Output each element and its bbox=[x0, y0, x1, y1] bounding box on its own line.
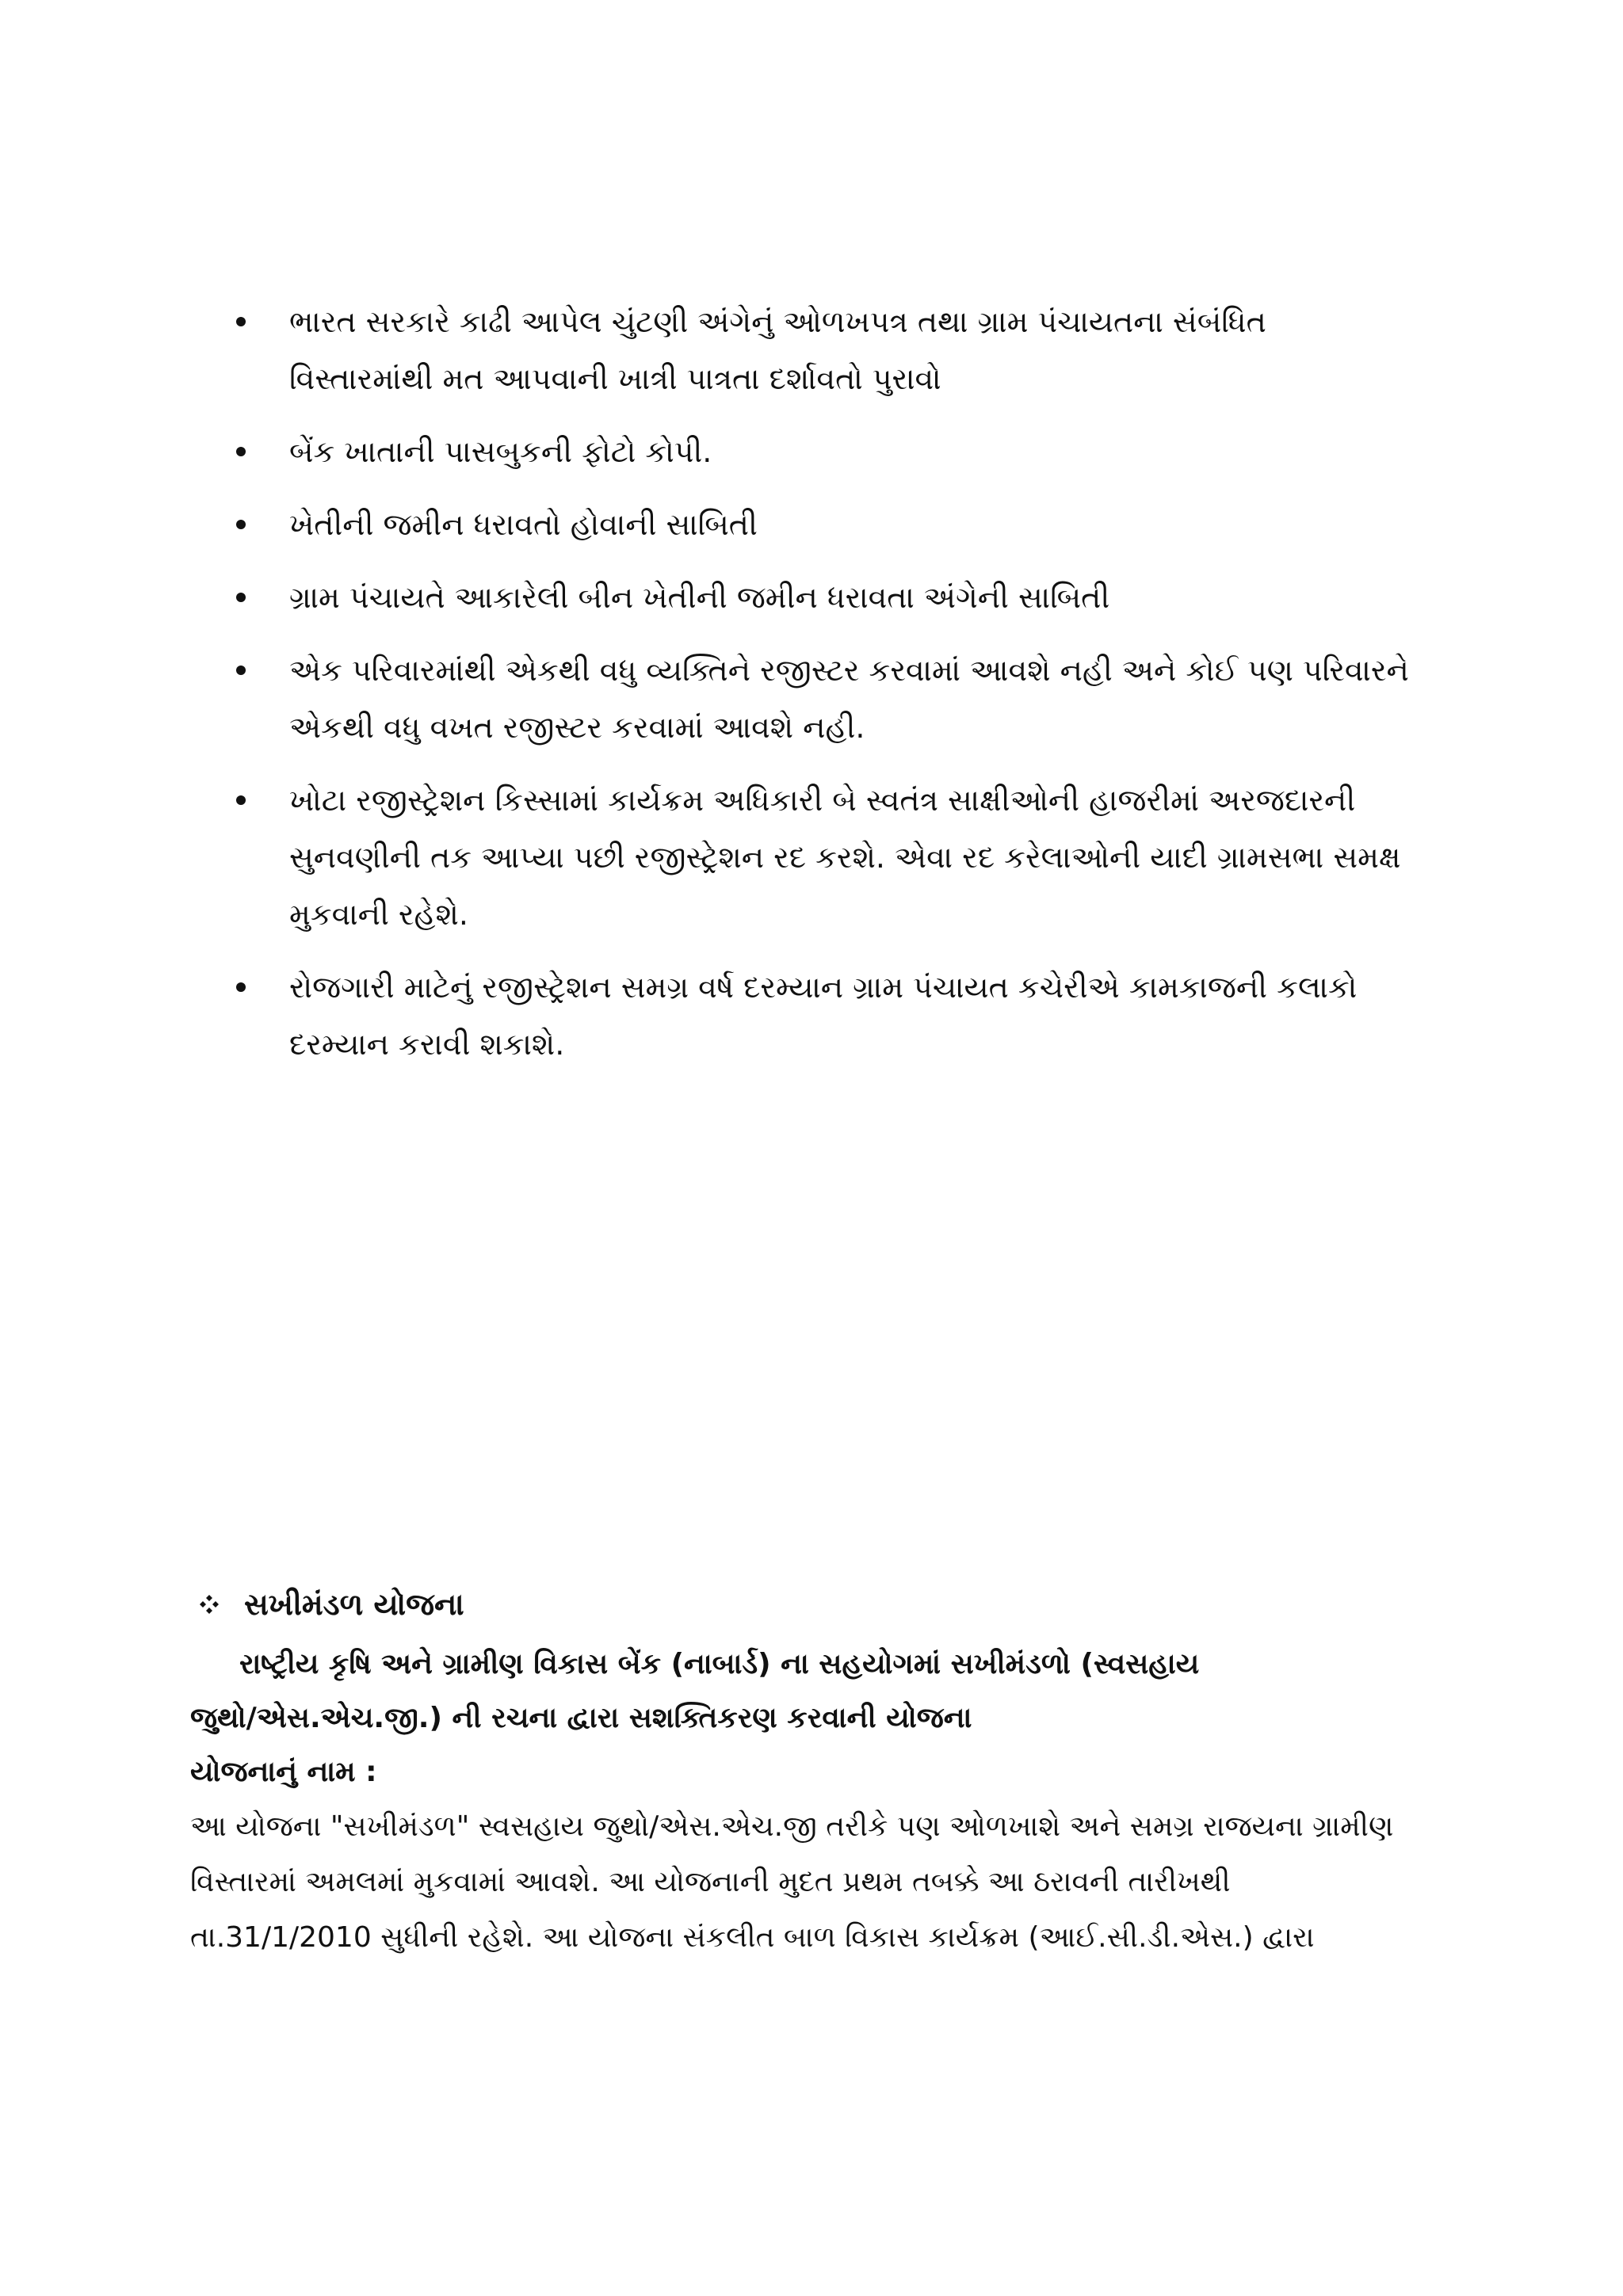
bullet-icon bbox=[236, 593, 246, 602]
list-item-line: સુનવણીની તક આપ્યા પછી રજીસ્ટ્રેશન રદ કરશે. એવા રદ કરેલાઓની યાદી ગ્રામસભા સમક્ષ bbox=[289, 840, 1401, 875]
list-item-line: એકથી વધુ વખત રજીસ્ટર કરવામાં આવશે નહી. bbox=[289, 710, 865, 745]
scheme-name-label: યોજનાનું નામ : bbox=[190, 1756, 377, 1788]
bullet-icon bbox=[236, 982, 246, 992]
list-item bbox=[230, 642, 1466, 756]
list-item bbox=[230, 959, 1466, 1073]
bullet-icon bbox=[236, 520, 246, 529]
list-item-line: ભારત સરકારે કાઢી આપેલ ચુંટણી અંગેનું ઓળખપત્ર તથા ગ્રામ પંચાયતના સંબંધિત bbox=[289, 304, 1266, 339]
bullet-icon bbox=[236, 317, 246, 326]
list-item bbox=[230, 496, 1466, 553]
list-item-line: દરમ્યાન કરાવી શકાશે. bbox=[289, 1027, 565, 1062]
list-item-line: મુકવાની રહેશે. bbox=[289, 897, 468, 932]
list-item bbox=[230, 569, 1466, 626]
list-item-line: બેંક ખાતાની પાસબુકની ફોટો કોપી. bbox=[289, 434, 712, 469]
list-item bbox=[230, 293, 1466, 407]
bullet-icon bbox=[236, 795, 246, 805]
sakhimandal-section bbox=[190, 1581, 1474, 1966]
four-diamond-bullet-icon bbox=[198, 1593, 220, 1615]
section-subtitle-line: જુથો/એસ.એચ.જી.) ની રચના દ્વારા સશક્તિકરણ કરવાની યોજના bbox=[190, 1702, 972, 1734]
bullet-icon bbox=[236, 666, 246, 675]
list-item-line: રોજગારી માટેનું રજીસ્ટ્રેશન સમગ્ર વર્ષ દરમ્યાન ગ્રામ પંચાયત કચેરીએ કામકાજની કલાકો bbox=[289, 970, 1358, 1005]
list-item bbox=[230, 423, 1466, 480]
section-title: સખીમંડળ યોજના bbox=[244, 1587, 464, 1622]
list-item-line: ખોટા રજીસ્ટ્રેશન કિસ્સામાં કાર્યક્રમ અધિકારી બે સ્વતંત્ર સાક્ષીઓની હાજરીમાં અરજદારની bbox=[289, 783, 1356, 818]
list-item-line: ખેતીની જમીન ધરાવતો હોવાની સાબિતી bbox=[289, 507, 758, 542]
requirements-bullet-list bbox=[230, 293, 1466, 1089]
body-text-line: વિસ્તારમાં અમલમાં મુકવામાં આવશે. આ યોજનાની મુદત પ્રથમ તબક્કે આ ઠરાવની તારીખથી bbox=[190, 1866, 1231, 1898]
list-item bbox=[230, 772, 1466, 943]
section-subtitle-line: રાષ્ટ્રીય કૃષિ અને ગ્રામીણ વિકાસ બેંક (નાબાર્ડ) ના સહયોગમાં સખીમંડળો (સ્વસહાય bbox=[239, 1648, 1200, 1680]
list-item-line: એક પરિવારમાંથી એકથી વધુ વ્યક્તિને રજીસ્ટર કરવામાં આવશે નહી અને કોઈ પણ પરિવારને bbox=[289, 653, 1409, 688]
body-text-line: તા.31/1/2010 સુધીની રહેશે. આ યોજના સંકલીત બાળ વિકાસ કાર્યક્રમ (આઈ.સી.ડી.એસ.) દ્વારા bbox=[190, 1921, 1315, 1954]
bullet-icon bbox=[236, 447, 246, 456]
body-text-line: આ યોજના "સખીમંડળ" સ્વસહાય જુથો/એસ.એચ.જી તરીકે પણ ઓળખાશે અને સમગ્ર રાજયના ગ્રામીણ bbox=[190, 1810, 1394, 1843]
list-item-line: ગ્રામ પંચાયતે આકારેલી બીન ખેતીની જમીન ધરાવતા અંગેની સાબિતી bbox=[289, 580, 1110, 615]
section-heading bbox=[190, 1581, 1474, 1628]
list-item-line: વિસ્તારમાંથી મત આપવાની ખાત્રી પાત્રતા દર્શાવતો પુરાવો bbox=[289, 361, 941, 396]
